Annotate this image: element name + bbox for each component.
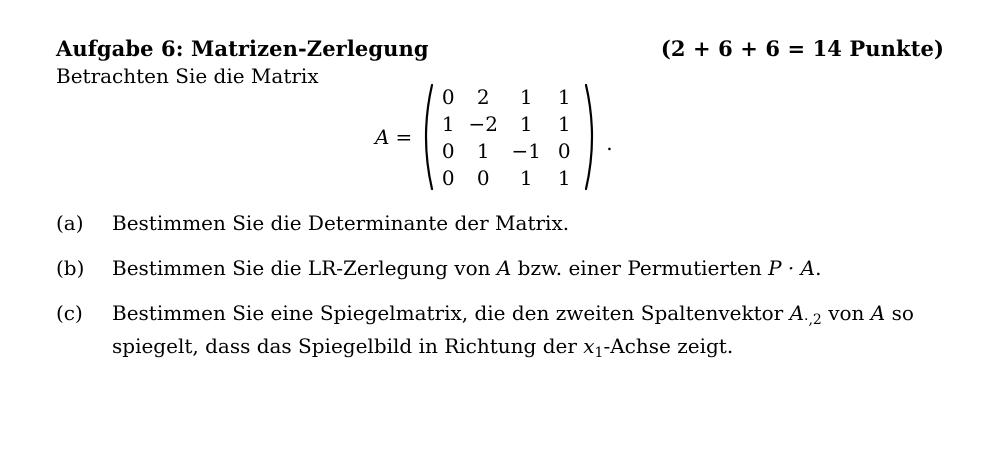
task-text-segment: Bestimmen Sie eine Spiegelmatrix, die den zweiten Spaltenvektor bbox=[112, 301, 790, 325]
matrix-cell: 0 bbox=[441, 138, 455, 163]
matrix-period: . bbox=[606, 131, 613, 155]
math-symbol: A bbox=[496, 256, 512, 280]
matrix-name: A bbox=[375, 125, 390, 149]
matrix-cell: 1 bbox=[519, 165, 533, 190]
matrix-definition bbox=[375, 83, 613, 191]
matrix-cell: 1 bbox=[441, 111, 455, 136]
exercise-title: Aufgabe 6: Matrizen-Zerlegung bbox=[56, 36, 429, 61]
task-text-segment: so spiegelt, dass das Spiegelbild in Richtung der bbox=[112, 301, 914, 358]
task-text-segment: Bestimmen Sie die LR-Zerlegung von bbox=[112, 256, 497, 280]
task-label: (a) bbox=[56, 211, 84, 235]
matrix-cell: 0 bbox=[557, 138, 571, 163]
task-text-segment: -Achse zeigt. bbox=[603, 334, 734, 358]
matrix-cell: 1 bbox=[557, 84, 571, 109]
task-text: Bestimmen Sie die Determinante der Matrix. bbox=[112, 211, 570, 235]
matrix-cell: 1 bbox=[519, 84, 533, 109]
matrix-cell: 0 bbox=[441, 84, 455, 109]
intro-text: Betrachten Sie die Matrix bbox=[56, 64, 319, 88]
task-list bbox=[56, 210, 946, 385]
task-text-segment: . bbox=[815, 256, 822, 280]
right-parenthesis bbox=[584, 83, 600, 191]
math-subscript: ·,2 bbox=[804, 312, 822, 328]
task-item-a bbox=[56, 210, 946, 236]
exercise-points: (2 + 6 + 6 = 14 Punkte) bbox=[660, 36, 944, 61]
math-symbol: x bbox=[583, 334, 595, 358]
matrix-cell: −1 bbox=[511, 138, 541, 163]
math-symbol: A bbox=[870, 301, 886, 325]
matrix-cell: 0 bbox=[441, 165, 455, 190]
matrix-equals: = bbox=[395, 125, 413, 149]
matrix-cell: 1 bbox=[557, 111, 571, 136]
matrix-cell: −2 bbox=[468, 111, 498, 136]
matrix-cell: 1 bbox=[519, 111, 533, 136]
task-text bbox=[112, 300, 946, 366]
task-text bbox=[112, 255, 946, 281]
task-text-segment: bzw. einer Permutierten bbox=[511, 256, 769, 280]
math-subscript: 1 bbox=[594, 345, 604, 361]
math-symbol: A bbox=[789, 301, 805, 325]
matrix-cell: 2 bbox=[476, 84, 490, 109]
matrix-grid bbox=[434, 83, 584, 191]
task-label: (c) bbox=[56, 301, 83, 325]
matrix-cell: 0 bbox=[476, 165, 490, 190]
matrix-cell: 1 bbox=[557, 165, 571, 190]
matrix-cell: 1 bbox=[476, 138, 490, 163]
task-label: (b) bbox=[56, 256, 85, 280]
left-parenthesis bbox=[418, 83, 434, 191]
exercise-header bbox=[56, 36, 944, 61]
task-text-segment: von bbox=[821, 301, 871, 325]
task-item-b bbox=[56, 255, 946, 281]
math-expression: P · A bbox=[768, 256, 816, 280]
task-item-c bbox=[56, 300, 946, 366]
